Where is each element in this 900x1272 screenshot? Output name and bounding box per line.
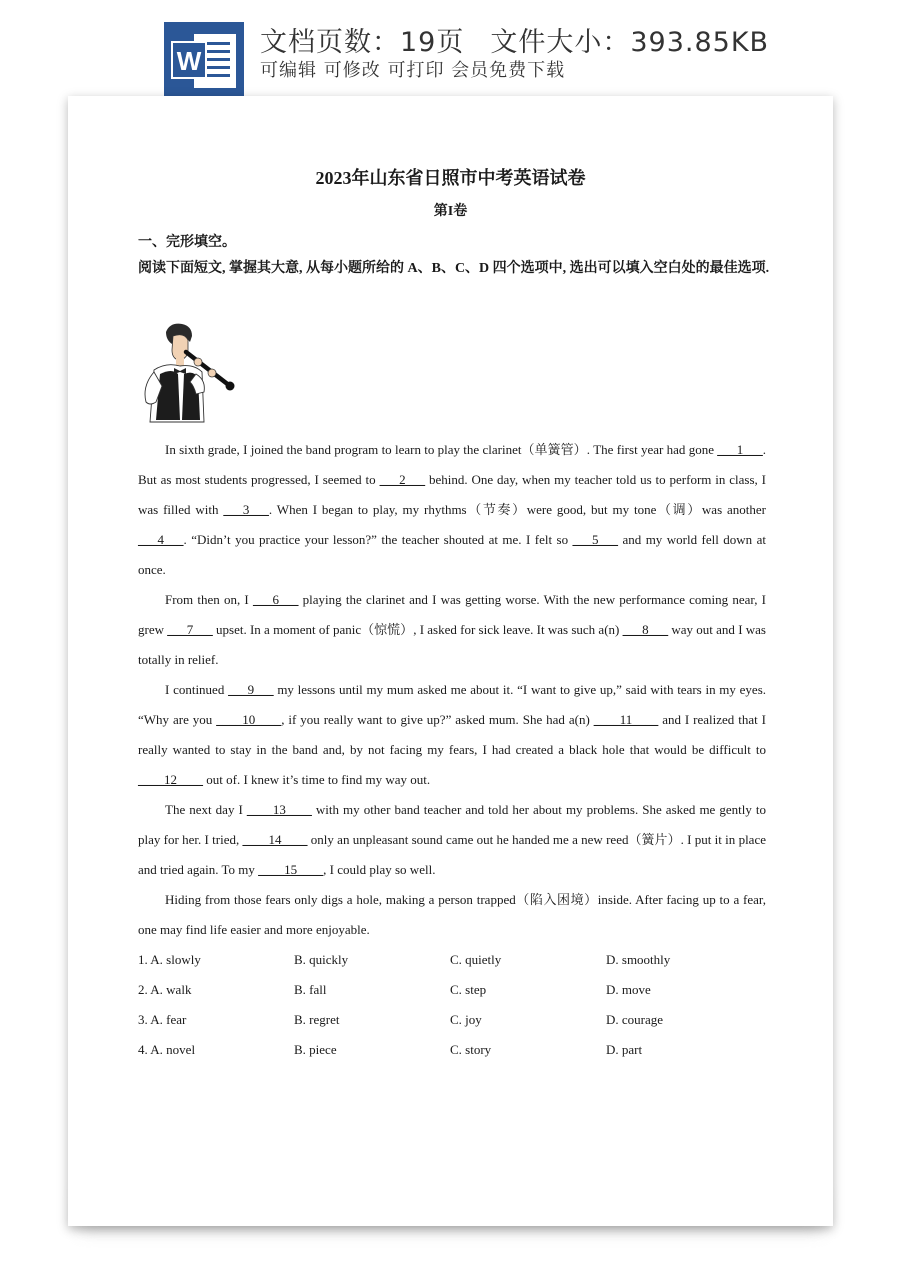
cloze-blank: ____13____	[246, 802, 312, 817]
passage-text: way out and I was totally in relief.	[138, 622, 766, 667]
cloze-blank: ____14____	[242, 832, 308, 847]
option-choice: C. step	[450, 982, 487, 997]
cloze-blank: ____12____	[138, 772, 203, 787]
passage-text: . But as most students progressed, I seemed to	[138, 442, 766, 487]
instruction-text: 阅读下面短文, 掌握其大意, 从每小题所给的 A、B、C、D 四个选项中, 选出可以填入空白处的最佳选项.	[138, 261, 770, 276]
option-row	[138, 1005, 778, 1035]
option-choice: B. regret	[294, 1012, 340, 1027]
option-choice: B. fall	[294, 982, 327, 997]
cloze-blank: ____10____	[216, 712, 282, 727]
passage-paragraph	[138, 435, 766, 585]
passage-text: Hiding from those fears only digs a hole, making a person trapped（陷入困境）inside. After facing up to a fear, one may find life easier and more enjoyable.	[138, 892, 766, 937]
passage-paragraph	[138, 885, 766, 945]
passage-text: The next day I	[165, 802, 247, 817]
document-subtitle: 第I卷	[433, 204, 468, 219]
passage-text: . When I began to play, my rhythms（节奏）were good, but my tone（调）was another	[268, 502, 766, 517]
passage-text: and my world fell down at once.	[138, 532, 767, 577]
file-size-text: 文件大小：393.85KB	[490, 27, 770, 58]
option-choice: D. courage	[606, 1012, 664, 1027]
feature-line: 可编辑 可修改 可打印 会员免费下载	[260, 60, 566, 81]
cloze-blank: ___7___	[167, 622, 213, 637]
option-choice: 3. A. fear	[138, 1012, 187, 1027]
passage-text: behind. One day, when my teacher told us to perform in class, I was filled with	[138, 472, 767, 517]
option-choice: C. joy	[450, 1012, 482, 1027]
download-banner	[0, 0, 900, 100]
passage-text: In sixth grade, I joined the band program to learn to play the clarinet（单簧管）. The first year had gone	[165, 442, 718, 457]
cloze-passage	[138, 435, 766, 945]
option-row	[138, 945, 778, 975]
option-choice: B. piece	[294, 1042, 337, 1057]
option-choice: D. smoothly	[606, 952, 671, 967]
cloze-blank: ___9___	[228, 682, 274, 697]
option-choice: 4. A. novel	[138, 1042, 196, 1057]
passage-text: with my other band teacher and told her about my problems. She asked me gently to play for her. I tried,	[138, 802, 767, 847]
cloze-blank: ___1___	[717, 442, 763, 457]
cloze-blank: ___4___	[138, 532, 184, 547]
passage-text: . “Didn’t you practice your lesson?” the teacher shouted at me. I felt so	[183, 532, 573, 547]
passage-text: playing the clarinet and I was getting worse. With the new performance coming near, I grew	[138, 592, 766, 637]
section-heading: 一、完形填空。	[138, 235, 236, 250]
document-page	[68, 96, 833, 1226]
cloze-blank: ___6___	[252, 592, 299, 607]
passage-text: only an unpleasant sound came out he handed me a new reed（簧片）. I put it in place and tried again. To my	[138, 832, 766, 877]
passage-text: I continued	[165, 682, 229, 697]
passage-text: From then on, I	[165, 592, 253, 607]
cloze-blank: ___3___	[223, 502, 269, 517]
option-choice: C. story	[450, 1042, 492, 1057]
option-choice: B. quickly	[294, 952, 349, 967]
option-row	[138, 975, 778, 1005]
passage-text: my lessons until my mum asked me about it. “I want to give up,” said with tears in my eyes. “Why are you	[138, 682, 767, 727]
clarinet-player-illustration	[136, 322, 236, 428]
option-choice: 1. A. slowly	[138, 952, 201, 967]
passage-text: upset. In a moment of panic（惊慌）, I asked for sick leave. It was such a(n)	[212, 622, 623, 637]
passage-paragraph	[138, 675, 766, 795]
passage-paragraph	[138, 795, 766, 885]
cloze-blank: ___5___	[572, 532, 619, 547]
option-choice: 2. A. walk	[138, 982, 192, 997]
passage-text: , I could play so well.	[323, 862, 436, 877]
passage-text: out of. I knew it’s time to find my way out.	[203, 772, 431, 787]
cloze-blank: ___8___	[622, 622, 669, 637]
passage-text: , if you really want to give up?” asked mum. She had a(n)	[281, 712, 594, 727]
page-count-text: 文档页数：19页	[260, 27, 465, 58]
answer-options	[138, 945, 778, 1065]
option-choice: D. part	[606, 1042, 643, 1057]
option-row	[138, 1035, 778, 1065]
passage-text: and I realized that I really wanted to stay in the band and, by not facing my fears, I had created a black hole that would be difficult to	[138, 712, 766, 757]
cloze-blank: ____15____	[258, 862, 324, 877]
document-title: 2023年山东省日照市中考英语试卷	[315, 168, 586, 188]
passage-paragraph	[138, 585, 766, 675]
svg-text:W: W	[176, 46, 202, 76]
option-choice: C. quietly	[450, 952, 502, 967]
option-choice: D. move	[606, 982, 651, 997]
cloze-blank: ___2___	[379, 472, 426, 487]
document-info-line	[260, 20, 769, 59]
cloze-blank: ____11____	[593, 712, 659, 727]
word-document-icon	[164, 22, 244, 96]
